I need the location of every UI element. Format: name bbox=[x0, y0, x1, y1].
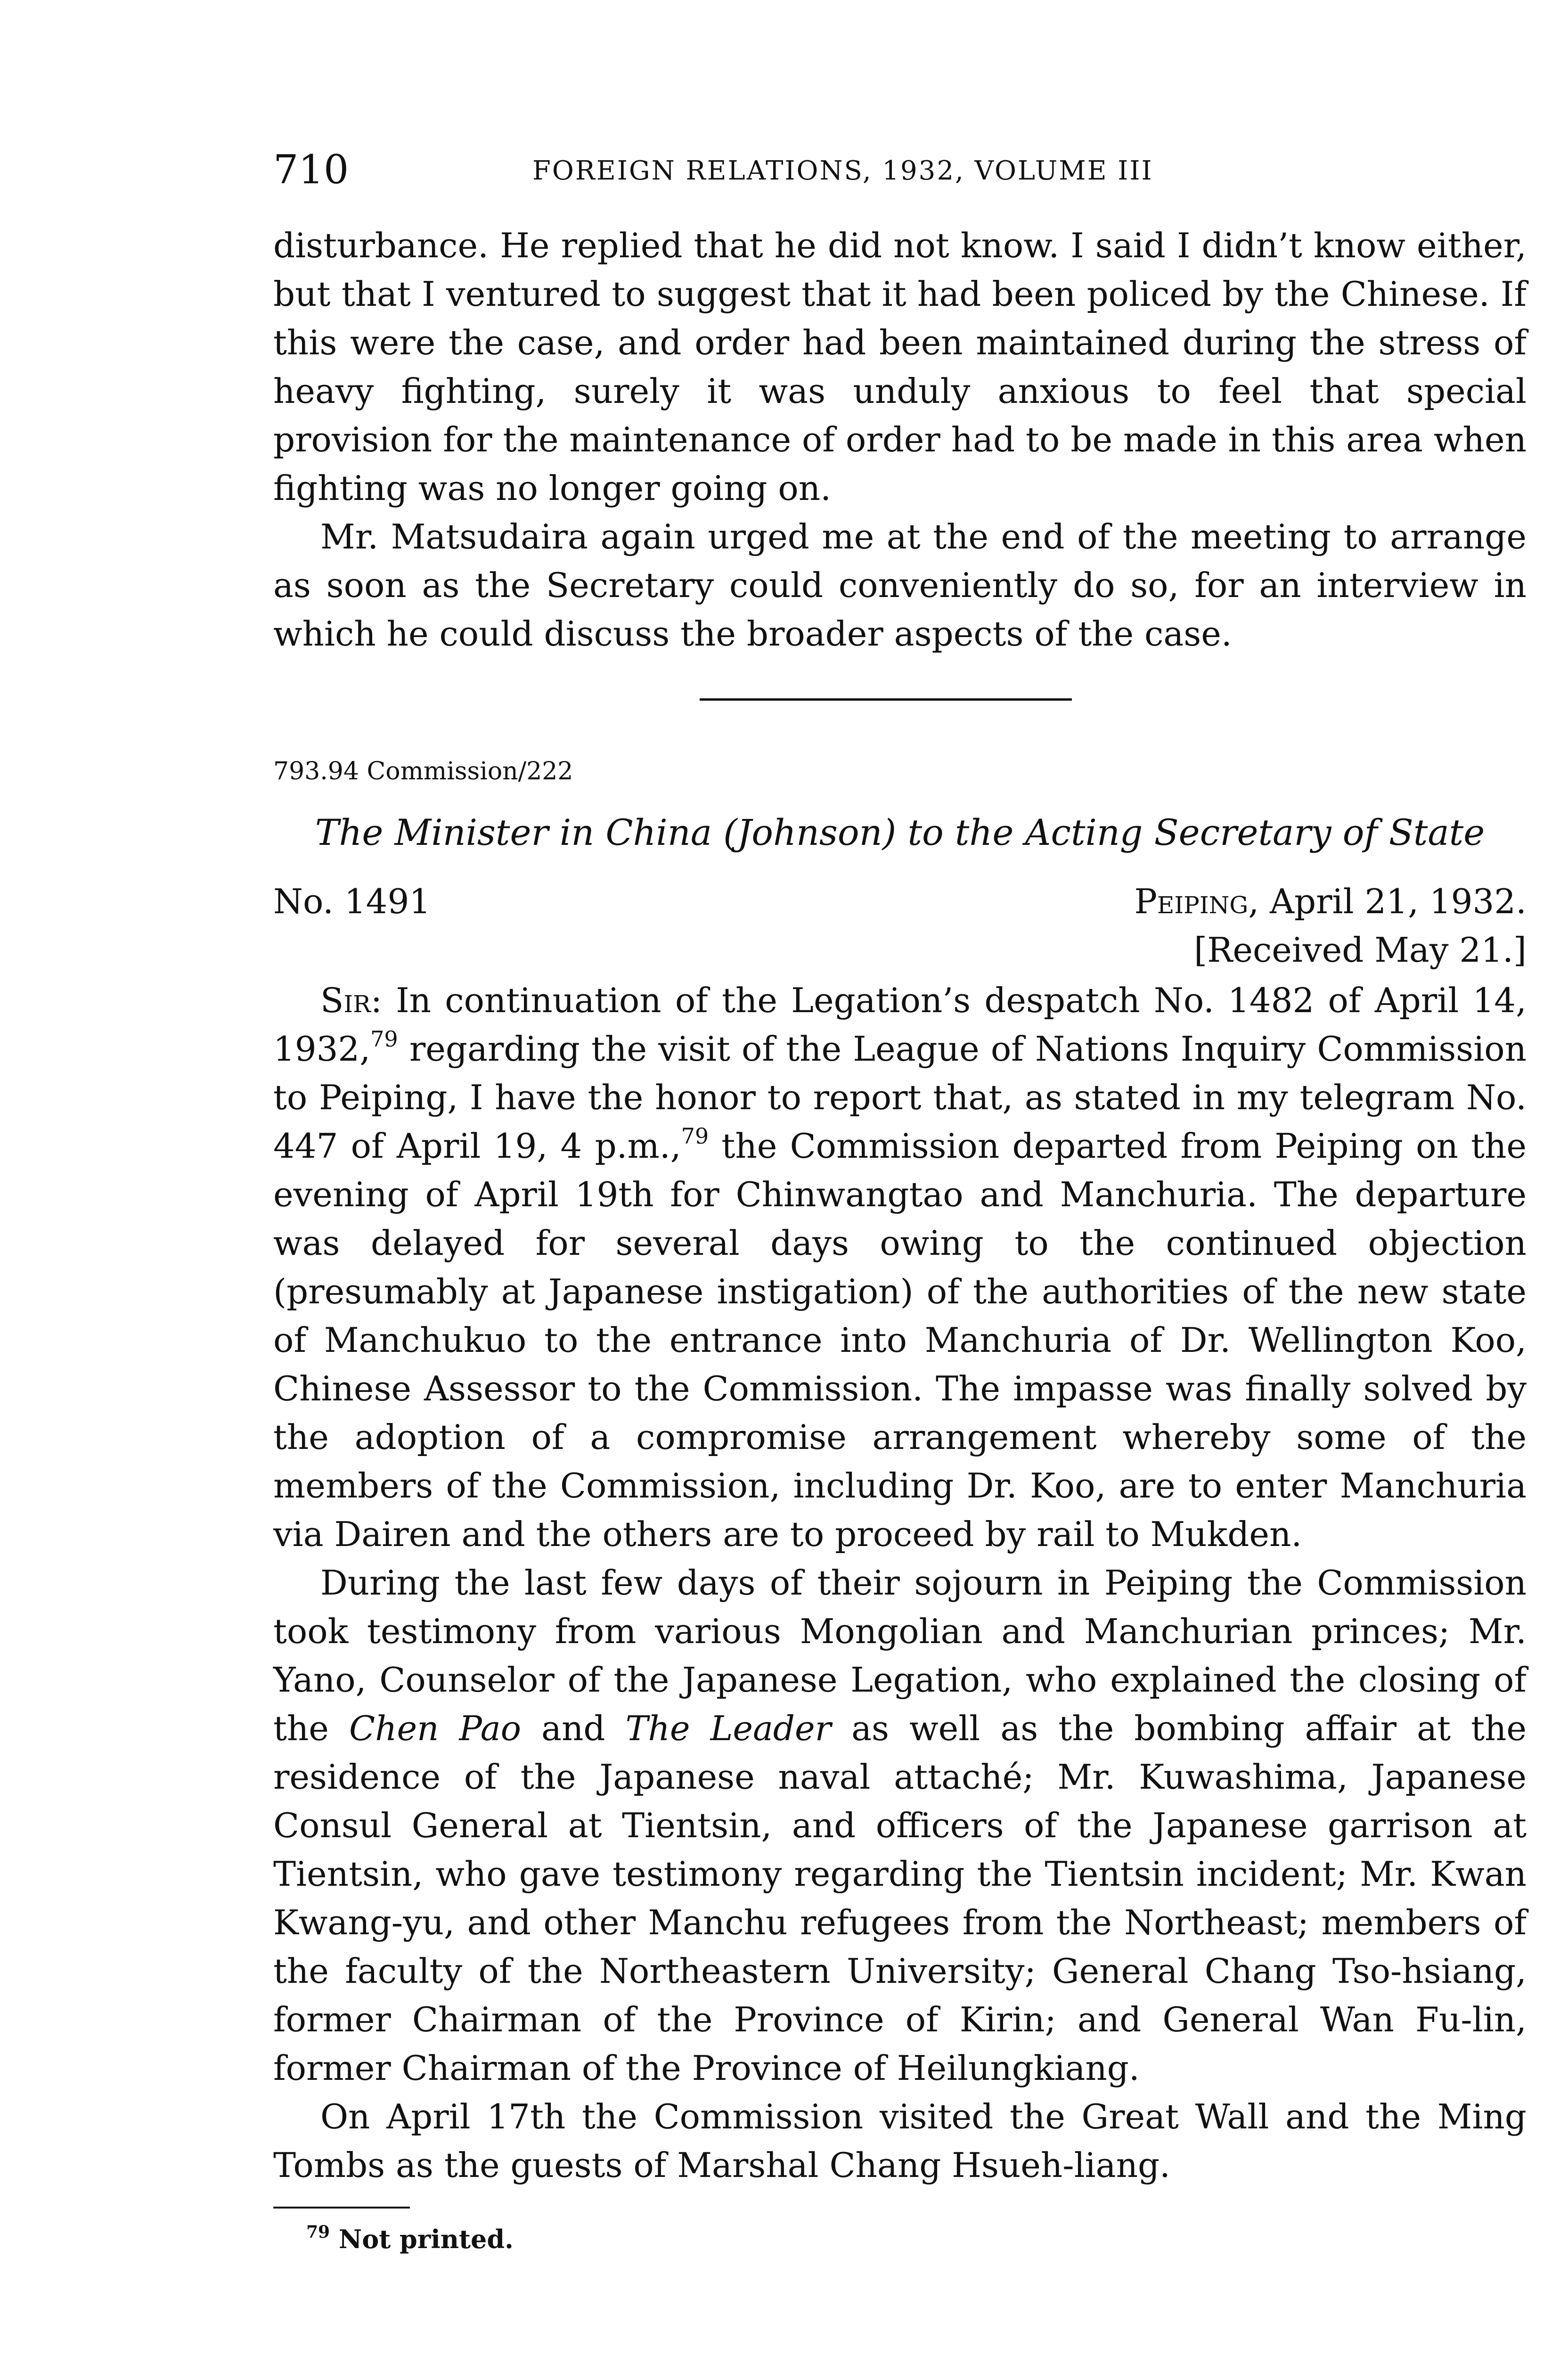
section-divider bbox=[700, 698, 1072, 701]
file-reference: 793.94 Commission/222 bbox=[273, 757, 573, 785]
body-paragraph-1 bbox=[273, 976, 1527, 1559]
despatch-number: No. 1491 bbox=[273, 882, 431, 921]
footnote-text: Not printed. bbox=[338, 2224, 514, 2254]
body-p1-part-b: regarding the visit of the League of Nations Inquiry Commission to Peiping, I have the honor to report that, as stated in my telegram No. 447 of April 19, 4 p.m., bbox=[273, 1029, 1527, 1166]
footnote-divider bbox=[273, 2207, 410, 2209]
footnote bbox=[306, 2223, 1527, 2256]
body-p2-part-b: and bbox=[521, 1709, 626, 1748]
document-page bbox=[273, 146, 1527, 2256]
place: Peiping bbox=[1134, 882, 1249, 921]
continuation-paragraph-2: Mr. Matsudaira again urged me at the end of the meeting to arrange as soon as the Secretary could conveniently do so, for an interview in which he could discuss the broader aspects of the case. bbox=[273, 517, 1527, 654]
running-title: FOREIGN RELATIONS, 1932, VOLUME III bbox=[532, 155, 1153, 186]
page-number: 710 bbox=[273, 147, 349, 193]
document-title: The Minister in China (Johnson) to the Acting Secretary of State bbox=[315, 811, 1485, 853]
running-header bbox=[273, 146, 1527, 198]
document-meta bbox=[273, 877, 1527, 976]
newspaper-title: The Leader bbox=[625, 1709, 832, 1748]
body-p2-part-a: During the last few days of their sojourn in Peiping the Commission took testimony from various Mongolian and Manchurian princes; Mr. Yano, Counselor of the Japanese Legation, who explained the closing of the bbox=[273, 1563, 1527, 1748]
newspaper-title: Chen Pao bbox=[349, 1709, 521, 1748]
body-p1-part-a: : In continuation of the Legation’s despatch No. 1482 of April 14, 1932, bbox=[273, 981, 1527, 1069]
date: , April 21, 1932. bbox=[1248, 882, 1527, 921]
footnote-marker: 79 bbox=[306, 2222, 330, 2242]
body-p2-part-c: as well as the bombing affair at the residence of the Japanese naval attaché; Mr. Kuwashima, Japanese Consul General at Tientsin, and officers of the Japanese garrison at Tientsin, who gave testimony regarding the Tientsin incident; Mr. Kwan Kwang-yu, and other Manchu refugees from the Northeast; members of the faculty of the Northeastern University; General Chang Tso-hsiang, former Chairman of the Province of Kirin; and General Wan Fu-lin, former Chairman of the Province of Heilungkiang. bbox=[273, 1709, 1527, 2088]
body-paragraph-3: On April 17th the Commission visited the Great Wall and the Ming Tombs as the guests of Marshal Chang Hsueh-liang. bbox=[273, 2097, 1527, 2185]
footnote-reference: 79 bbox=[681, 1123, 709, 1149]
continuation-paragraph-1: disturbance. He replied that he did not know. I said I didn’t know either, but that I ventured to suggest that it had been policed by the Chinese. If this were the case, and order had been maintained during the stress of heavy fighting, surely it was unduly anxious to feel that special provision for the maintenance of order had to be made in this area when fighting was no longer going on. bbox=[273, 226, 1527, 508]
place-and-date bbox=[1134, 877, 1527, 926]
salutation: Sir bbox=[320, 981, 371, 1020]
footnote-reference: 79 bbox=[370, 1026, 398, 1052]
body-p1-part-c: the Commission departed from Peiping on the evening of April 19th for Chinwangtao and Manchuria. The departure was delayed for several days owing to the continued objection (presumably at Japanese instigation) of the authorities of the new state of Manchukuo to the entrance into Manchuria of Dr. Wellington Koo, Chinese Assessor to the Commission. The impasse was finally solved by the adoption of a compromise arrangement whereby some of the members of the Commission, including Dr. Koo, are to enter Manchuria via Dairen and the others are to proceed by rail to Mukden. bbox=[273, 1126, 1527, 1554]
body-paragraph-2 bbox=[273, 1559, 1527, 2093]
received-date: [Received May 21.] bbox=[1194, 930, 1527, 970]
